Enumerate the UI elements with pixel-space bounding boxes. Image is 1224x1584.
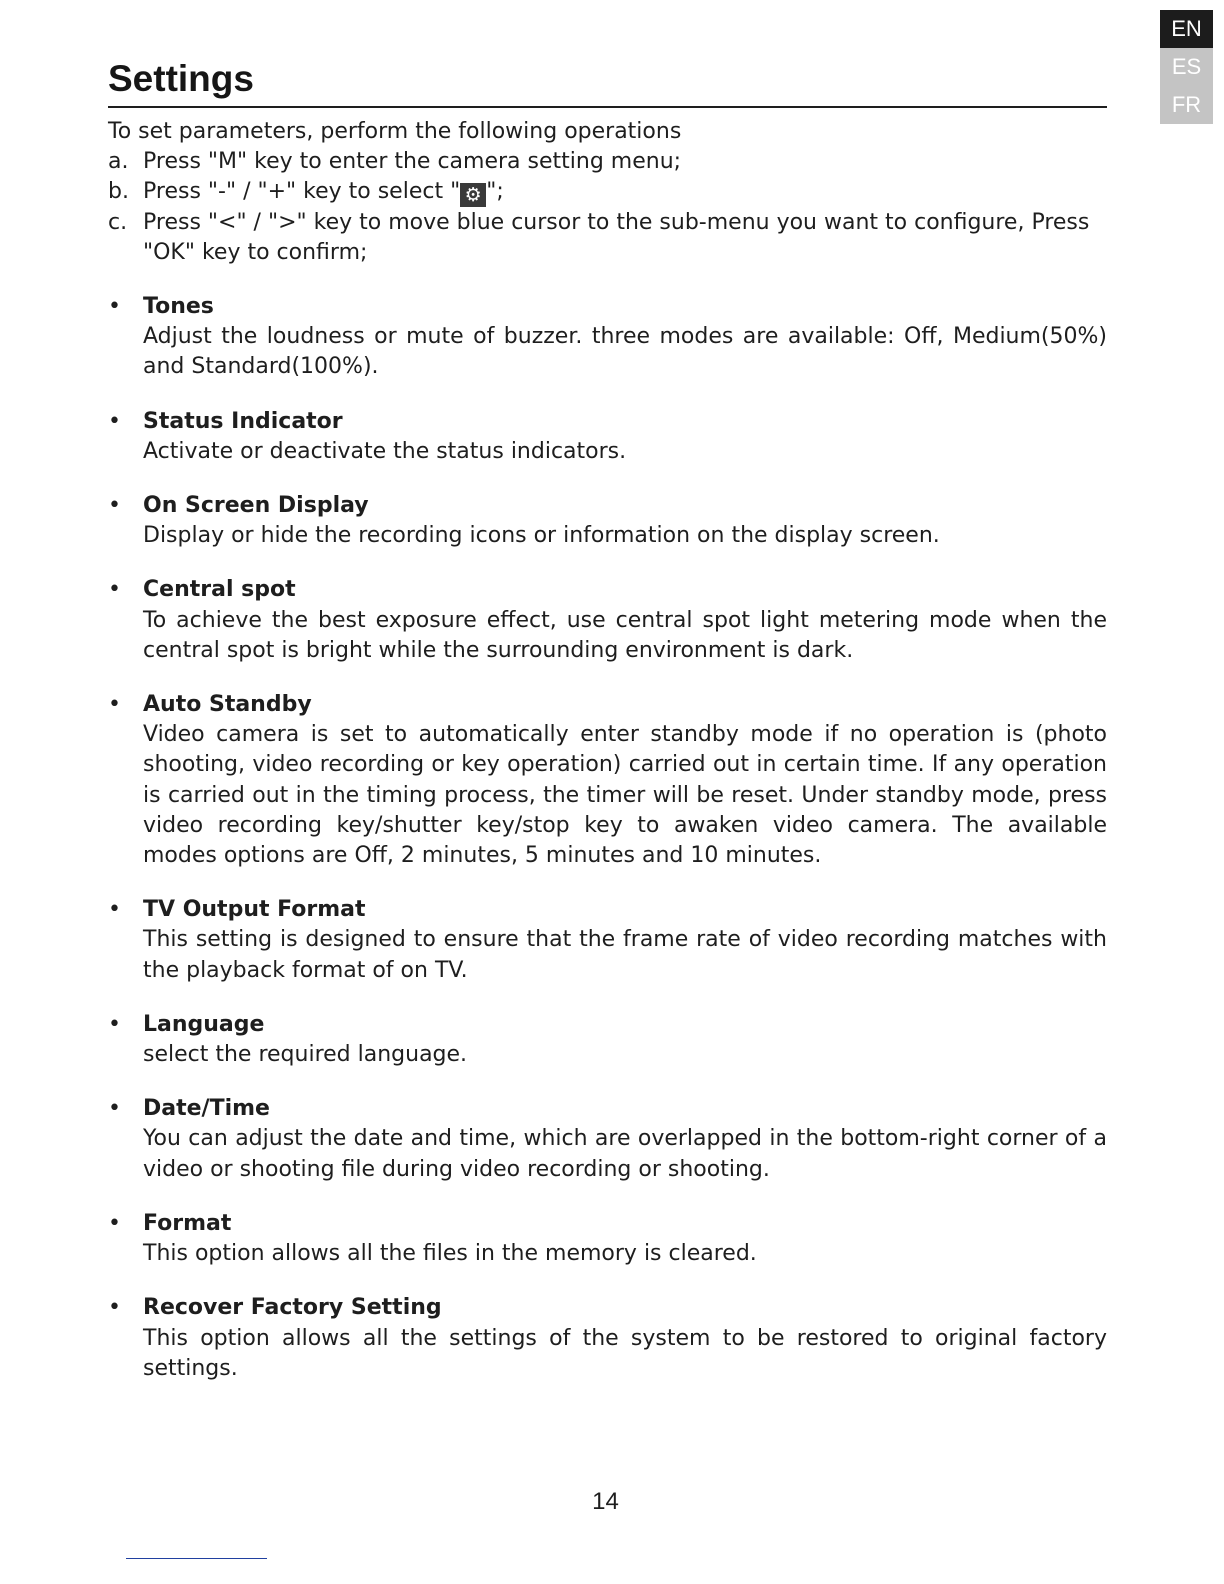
- footer-divider: [126, 1558, 267, 1559]
- title-divider: [108, 106, 1107, 108]
- bullet-icon: •: [108, 897, 121, 923]
- step-text-after: ";: [486, 179, 504, 205]
- step-a: [108, 147, 1107, 177]
- step-b: [108, 177, 1107, 207]
- list-item-on-screen-display: [108, 491, 1107, 551]
- bullet-icon: •: [108, 692, 121, 718]
- item-description: This option allows all the files in the memory is cleared.: [143, 1241, 757, 1267]
- bullet-icon: •: [108, 577, 121, 603]
- list-item-language: [108, 1010, 1107, 1070]
- settings-gear-icon: ⚙: [460, 183, 486, 207]
- settings-list: [108, 292, 1107, 1384]
- item-description: select the required language.: [143, 1042, 468, 1068]
- language-tab-fr[interactable]: FR: [1160, 86, 1213, 124]
- step-text-before: Press "-" / "+" key to select ": [143, 179, 461, 205]
- language-tabs: [1160, 10, 1213, 124]
- bullet-icon: •: [108, 493, 121, 519]
- item-heading: TV Output Format: [143, 897, 366, 923]
- item-description: Display or hide the recording icons or information on the display screen.: [143, 523, 940, 549]
- item-description: You can adjust the date and time, which are overlapped in the bottom-right corner of a video or shooting file during video recording or shooting.: [143, 1126, 1107, 1182]
- item-heading: Recover Factory Setting: [143, 1295, 442, 1321]
- item-description: Activate or deactivate the status indicators.: [143, 438, 627, 464]
- list-item-format: [108, 1209, 1107, 1269]
- intro-text: To set parameters, perform the following operations: [108, 119, 682, 144]
- item-description: This setting is designed to ensure that the frame rate of video recording matches with the playback format of on TV.: [143, 927, 1107, 983]
- item-heading: On Screen Display: [143, 493, 369, 519]
- bullet-icon: •: [108, 1096, 121, 1122]
- bullet-icon: •: [108, 1210, 121, 1236]
- list-item-date-time: [108, 1094, 1107, 1185]
- item-description: Adjust the loudness or mute of buzzer. three modes are available: Off, Medium(50%) and Standard(100%).: [143, 324, 1107, 380]
- bullet-icon: •: [108, 408, 121, 434]
- step-letter: a.: [108, 149, 129, 175]
- item-heading: Language: [143, 1011, 265, 1037]
- step-letter: c.: [108, 209, 128, 235]
- language-tab-es[interactable]: ES: [1160, 48, 1213, 86]
- step-text: Press "<" / ">" key to move blue cursor to the sub-menu you want to configure, Press "OK" key to confirm;: [143, 209, 1090, 265]
- page-title: Settings: [108, 58, 254, 99]
- list-item-tones: [108, 292, 1107, 383]
- step-letter: b.: [108, 179, 129, 205]
- list-item-status-indicator: [108, 407, 1107, 467]
- item-description: To achieve the best exposure effect, use central spot light metering mode when the central spot is bright while the surrounding environment is dark.: [143, 607, 1107, 663]
- page-content: [108, 117, 1107, 1408]
- item-heading: Date/Time: [143, 1096, 270, 1122]
- item-description: Video camera is set to automatically enter standby mode if no operation is (photo shooting, video recording or key operation) carried out in certain time. If any operation is carried out in the timing process, the timer will be reset. Under standby mode, press video recording key/shutter key/stop key to awaken video camera. The available modes options are Off, 2 minutes, 5 minutes and 10 minutes.: [143, 722, 1107, 869]
- item-heading: Status Indicator: [143, 408, 343, 434]
- bullet-icon: •: [108, 1011, 121, 1037]
- bullet-icon: •: [108, 294, 121, 320]
- item-heading: Auto Standby: [143, 692, 312, 718]
- list-item-recover-factory-setting: [108, 1293, 1107, 1384]
- item-description: This option allows all the settings of the system to be restored to original factory settings.: [143, 1325, 1107, 1381]
- language-tab-en[interactable]: EN: [1160, 10, 1213, 48]
- bullet-icon: •: [108, 1295, 121, 1321]
- list-item-auto-standby: [108, 690, 1107, 871]
- list-item-central-spot: [108, 575, 1107, 666]
- item-heading: Format: [143, 1210, 232, 1236]
- step-text: Press "M" key to enter the camera setting menu;: [143, 149, 682, 175]
- item-heading: Tones: [143, 294, 214, 320]
- list-item-tv-output-format: [108, 895, 1107, 986]
- item-heading: Central spot: [143, 577, 296, 603]
- step-c: [108, 208, 1107, 268]
- page-number: 14: [592, 1488, 619, 1515]
